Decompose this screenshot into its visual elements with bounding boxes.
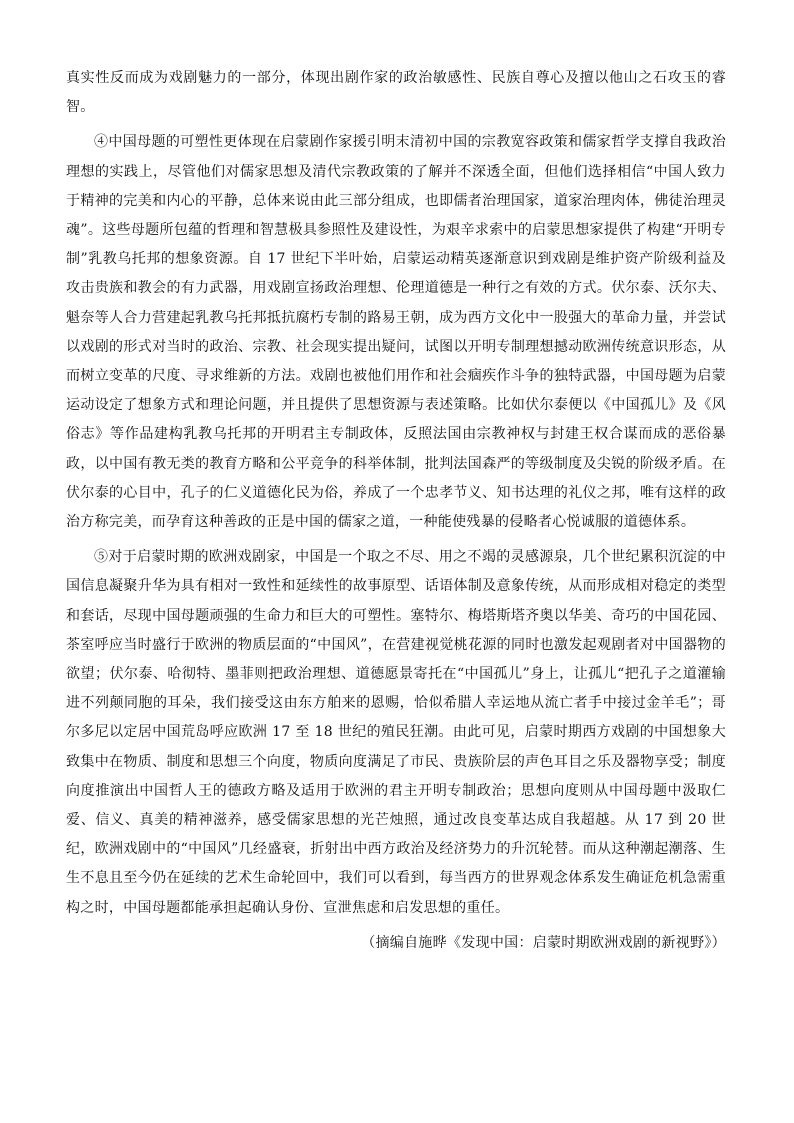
document-page — [66, 64, 726, 957]
source-citation: （摘编自施晔《发现中国：启蒙时期欧洲戏剧的新视野》） — [361, 934, 726, 951]
paragraph-5: ⑤对于启蒙时期的欧洲戏剧家，中国是一个取之不尽、用之不竭的灵感源泉，几个世纪累积沉淀的中国信息凝聚升华为具有相对一致性和延续性的故事原型、话语体制及意象传统，从而形成相对稳定的类型和套话，尽现中国母题顽强的生命力和巨大的可塑性。塞特尔、梅塔斯塔齐奥以华美、奇巧的中国花园、茶室呼应当时盛行于欧洲的物质层面的“中国风”，在营建视觉桃花源的同时也激发起观剧者对中国器物的欲望；伏尔泰、哈彻特、墨菲则把政治理想、道德愿景寄托在“中国孤儿”身上，让孤儿“把孔子之道灌输进不列颠同胞的耳朵，我们接受这由东方舶来的恩赐，恰似希腊人幸运地从流亡者手中接过金羊毛”；哥尔多尼以定居中国荒岛呼应欧洲 17 至 18 世纪的殖民狂潮。由此可见，启蒙时期西方戏剧的中国想象大致集中在物质、制度和思想三个向度，物质向度满足了市民、贵族阶层的声色耳目之乐及器物享受；制度向度推演出中国哲人王的德政方略及适用于欧洲的君主开明专制政治；思想向度则从中国母题中汲取仁爱、信义、真美的精神滋养，感受儒家思想的光芒烛照，通过改良变革达成自我超越。从 17 到 20 世纪，欧洲戏剧中的“中国风”几经盛衰，折射出中西方政治及经济势力的升沉轮替。而从这种潮起潮落、生生不息且至今仍在延续的艺术生命轮回中，我们可以看到，每当西方的世界观念体系发生确证危机急需重构之时，中国母题都能承担起确认身份、宣泄焦虑和启发思想的重任。 — [66, 549, 726, 916]
paragraph-4: ④中国母题的可塑性更体现在启蒙剧作家援引明末清初中国的宗教宽容政策和儒家哲学支撑自我政治理想的实践上，尽管他们对儒家思想及清代宗教政策的了解并不深透全面，但他们选择相信“中国人致力于精神的完美和内心的平静，总体来说由此三部分组成，也即儒者治理国家，道家治理肉体，佛徒治理灵魂”。这些母题所包蕴的哲理和智慧极具参照性及建设性，为艰辛求索中的启蒙思想家提供了构建“开明专制”乳教乌托邦的想象资源。自 17 世纪下半叶始，启蒙运动精英逐渐意识到戏剧是维护资产阶级利益及攻击贵族和教会的有力武器，用戏剧宣扬政治理想、伦理道德是一种行之有效的方式。伏尔泰、沃尔夫、魁奈等人合力营建起乳教乌托邦抵抗腐朽专制的路易王朝，成为西方文化中一股强大的革命力量，并尝试以戏剧的形式对当时的政治、宗教、社会现实提出疑问，试图以开明专制理想撼动欧洲传统意识形态，从而树立变革的尺度、寻求维新的方法。戏剧也被他们用作和社会痼疾作斗争的独特武器，中国母题为启蒙运动设定了想象方式和理论问题，并且提供了思想资源与表述策略。比如伏尔泰便以《中国孤儿》及《风俗志》等作品建构乳教乌托邦的开明君主专制政体，反照法国由宗教神权与封建王权合谋而成的恶俗暴政，以中国有教无类的教育方略和公平竞争的科举体制，批判法国森严的等级制度及尖锐的阶级矛盾。在伏尔泰的心目中，孔子的仁义道德化民为俗，养成了一个忠孝节义、知书达理的礼仪之邦，唯有这样的政治方称完美，而孕育这种善政的正是中国的儒家之道，一种能使残暴的侵略者心悦诚服的道德体系。 — [66, 134, 726, 531]
paragraph-continuation: 真实性反而成为戏剧魅力的一部分，体现出剧作家的政治敏感性、民族自尊心及擅以他山之石攻玉的睿智。 — [66, 70, 726, 116]
